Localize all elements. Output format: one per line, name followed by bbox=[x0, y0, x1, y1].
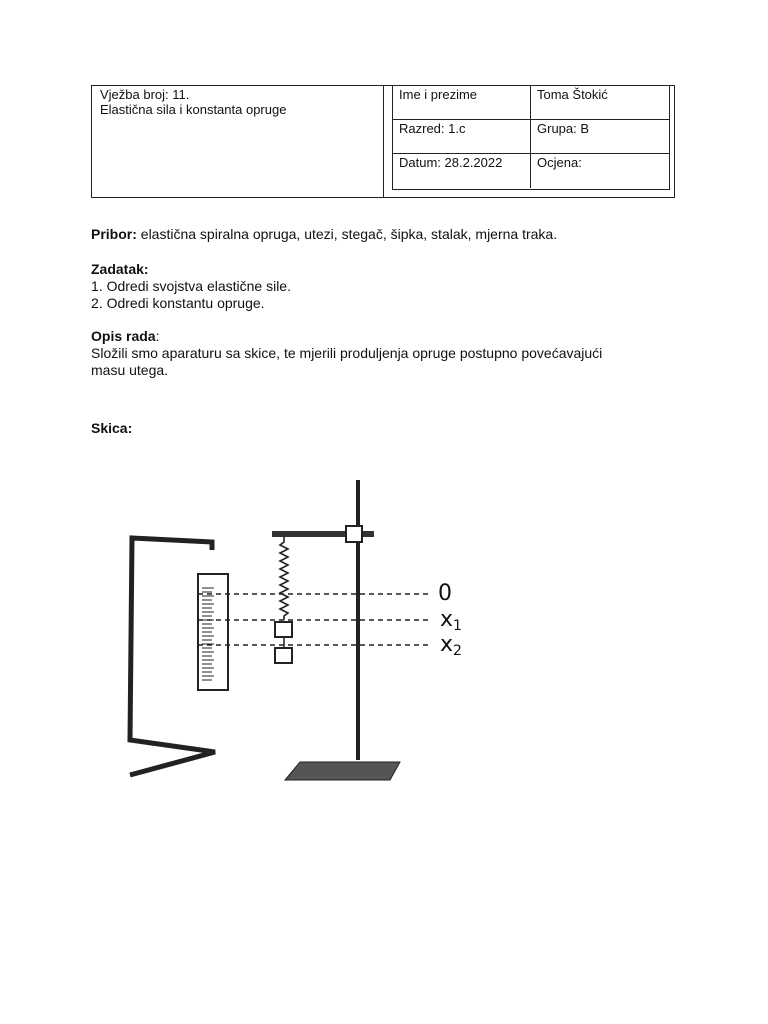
opis-line-1: Složili smo aparaturu sa skice, te mjerili produljenja opruge postupno povećavajući bbox=[91, 345, 603, 361]
weight-2 bbox=[275, 648, 292, 663]
group-label: Grupa: B bbox=[537, 121, 590, 136]
label-x1-sub: 1 bbox=[453, 618, 462, 634]
exercise-cell bbox=[92, 86, 384, 197]
opis-section bbox=[91, 328, 602, 379]
label-x1 bbox=[440, 607, 462, 634]
label-x2 bbox=[440, 632, 462, 659]
header-table bbox=[91, 85, 675, 198]
label-x2-sub: 2 bbox=[453, 643, 462, 659]
exercise-number: Vježba broj: 11. bbox=[100, 87, 190, 102]
pribor-label: Pribor: bbox=[91, 226, 137, 242]
opis-colon: : bbox=[155, 328, 160, 344]
stand-base bbox=[285, 762, 400, 780]
exercise-title: Elastična sila i konstanta opruge bbox=[100, 102, 287, 117]
date-label: Datum: 28.2.2022 bbox=[393, 154, 531, 188]
student-info-table bbox=[392, 86, 670, 190]
name-label: Ime i prezime bbox=[393, 86, 531, 119]
spring bbox=[280, 537, 288, 620]
skica-heading bbox=[91, 420, 132, 437]
grade-label: Ocjena: bbox=[537, 155, 582, 170]
pribor-text: elastična spiralna opruga, utezi, stegač, šipka, stalak, mjerna traka. bbox=[136, 226, 558, 242]
zadatak-item-2: 2. Odredi konstantu opruge. bbox=[91, 295, 265, 311]
label-x1-main: x bbox=[440, 607, 454, 632]
weight-1 bbox=[275, 622, 292, 637]
opis-label: Opis rada bbox=[91, 328, 156, 344]
date-row bbox=[393, 154, 669, 188]
apparatus-sketch bbox=[120, 470, 480, 790]
label-zero: 0 bbox=[438, 581, 452, 606]
label-x2-main: x bbox=[440, 632, 454, 657]
name-row bbox=[393, 86, 669, 120]
name-value: Toma Štokić bbox=[537, 87, 608, 102]
opis-line-2: masu utega. bbox=[91, 362, 169, 378]
class-row bbox=[393, 120, 669, 154]
skica-label: Skica: bbox=[91, 420, 133, 436]
clamp bbox=[346, 526, 362, 542]
zadatak-section bbox=[91, 261, 291, 312]
pribor-paragraph bbox=[91, 226, 557, 243]
zadatak-item-1: 1. Odredi svojstva elastične sile. bbox=[91, 278, 291, 294]
zadatak-label: Zadatak: bbox=[91, 261, 149, 277]
class-label: Razred: 1.c bbox=[393, 120, 531, 153]
